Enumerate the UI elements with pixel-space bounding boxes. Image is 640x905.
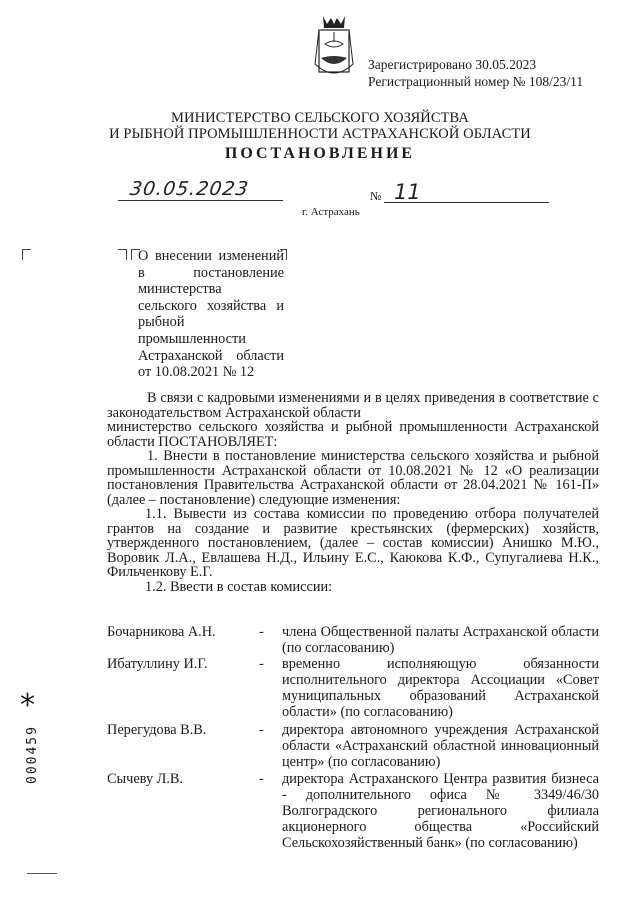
member-dash: - [259,771,264,787]
member-name: Ибатуллину И.Г. [107,656,208,672]
member-position: члена Общественной палаты Астраханской области (по согласованию) [282,624,599,656]
corner-mark-left [22,249,31,260]
paragraph-item-1-1: 1.1. Вывести из состава комиссии по проведению отбора получателей грантов на создание и развитие крестьянских (фермерских) хозяйств, утвержденного постановлением, (далее – состав комиссии) Анишко М.Ю., Воровик Л.А., Евлашева Н.Д., Ильину Е.С., Каюкова К.Ф., Супугалиева Н.К., Фильченкову Е.Г. [107,506,599,580]
document-type-title: ПОСТАНОВЛЕНИЕ [224,145,416,162]
member-name: Бочарникова А.Н. [107,624,216,640]
paragraph-preamble: В связи с кадровыми изменениями и в целях приведения в соответствие с законодательством Астраханской области [107,390,599,421]
paragraph-item-1-2: 1.2. Ввести в состав комиссии: [145,578,333,595]
document-subject: О внесении изменений в постановление министерства сельского хозяйства и рыбной промышленности Астраханской области от 10.08.2021 № 12 [138,248,284,381]
bottom-margin-line [27,873,57,874]
member-name: Сычеву Л.В. [107,771,184,787]
handwritten-number: 11 [394,180,421,204]
registration-number: Регистрационный номер № 108/23/11 [368,74,584,89]
member-dash: - [259,624,264,640]
registration-date: Зарегистрировано 30.05.2023 [368,57,537,72]
member-position: директора автономного учреждения Астраханской области «Астраханский областной инновационный центр» (по согласованию) [282,722,599,770]
ministry-line-1: МИНИСТЕРСТВО СЕЛЬСКОГО ХОЗЯЙСТВА [171,110,469,126]
body-text [107,391,599,594]
member-position: временно исполняющую обязанности исполнительного директора Ассоциации «Совет муниципальных образований Астраханской области» (по согласованию) [282,656,599,720]
ministry-name [0,110,640,142]
date-underline [118,200,283,201]
member-dash: - [259,656,264,672]
paragraph-resolves: министерство сельского хозяйства и рыбной промышленности Астраханской области ПОСТАНОВЛЯЕТ: [107,419,599,450]
registration-stamp [368,56,583,90]
number-underline [384,202,549,203]
margin-serial-number: 000459 [25,725,40,784]
margin-asterisk: * [20,688,35,723]
member-position: директора Астраханского Центра развития бизнеса - дополнительного офиса № 3349/46/30 Волгоградского регионального филиала акционерного общества «Российский Сельскохозяйственный банк» (по согласованию) [282,771,599,851]
handwritten-date: 30.05.2023 [128,178,251,200]
member-name: Перегудова В.В. [107,722,207,738]
number-label: № [370,189,382,203]
ministry-line-2: И РЫБНОЙ ПРОМЫШЛЕННОСТИ АСТРАХАНСКОЙ ОБЛАСТИ [109,126,531,142]
paragraph-item-1: 1. Внести в постановление министерства сельского хозяйства и рыбной промышленности Астраханской области от 10.08.2021 № 12 «О реализации постановления Правительства Астраханской области от 28.04.2021 № 161-П» (далее – постановление) следующие изменения: [107,448,599,508]
coat-of-arms-emblem [309,14,359,84]
corner-mark-1 [118,249,127,260]
member-dash: - [259,722,264,738]
city-label: г. Астрахань [302,206,360,218]
